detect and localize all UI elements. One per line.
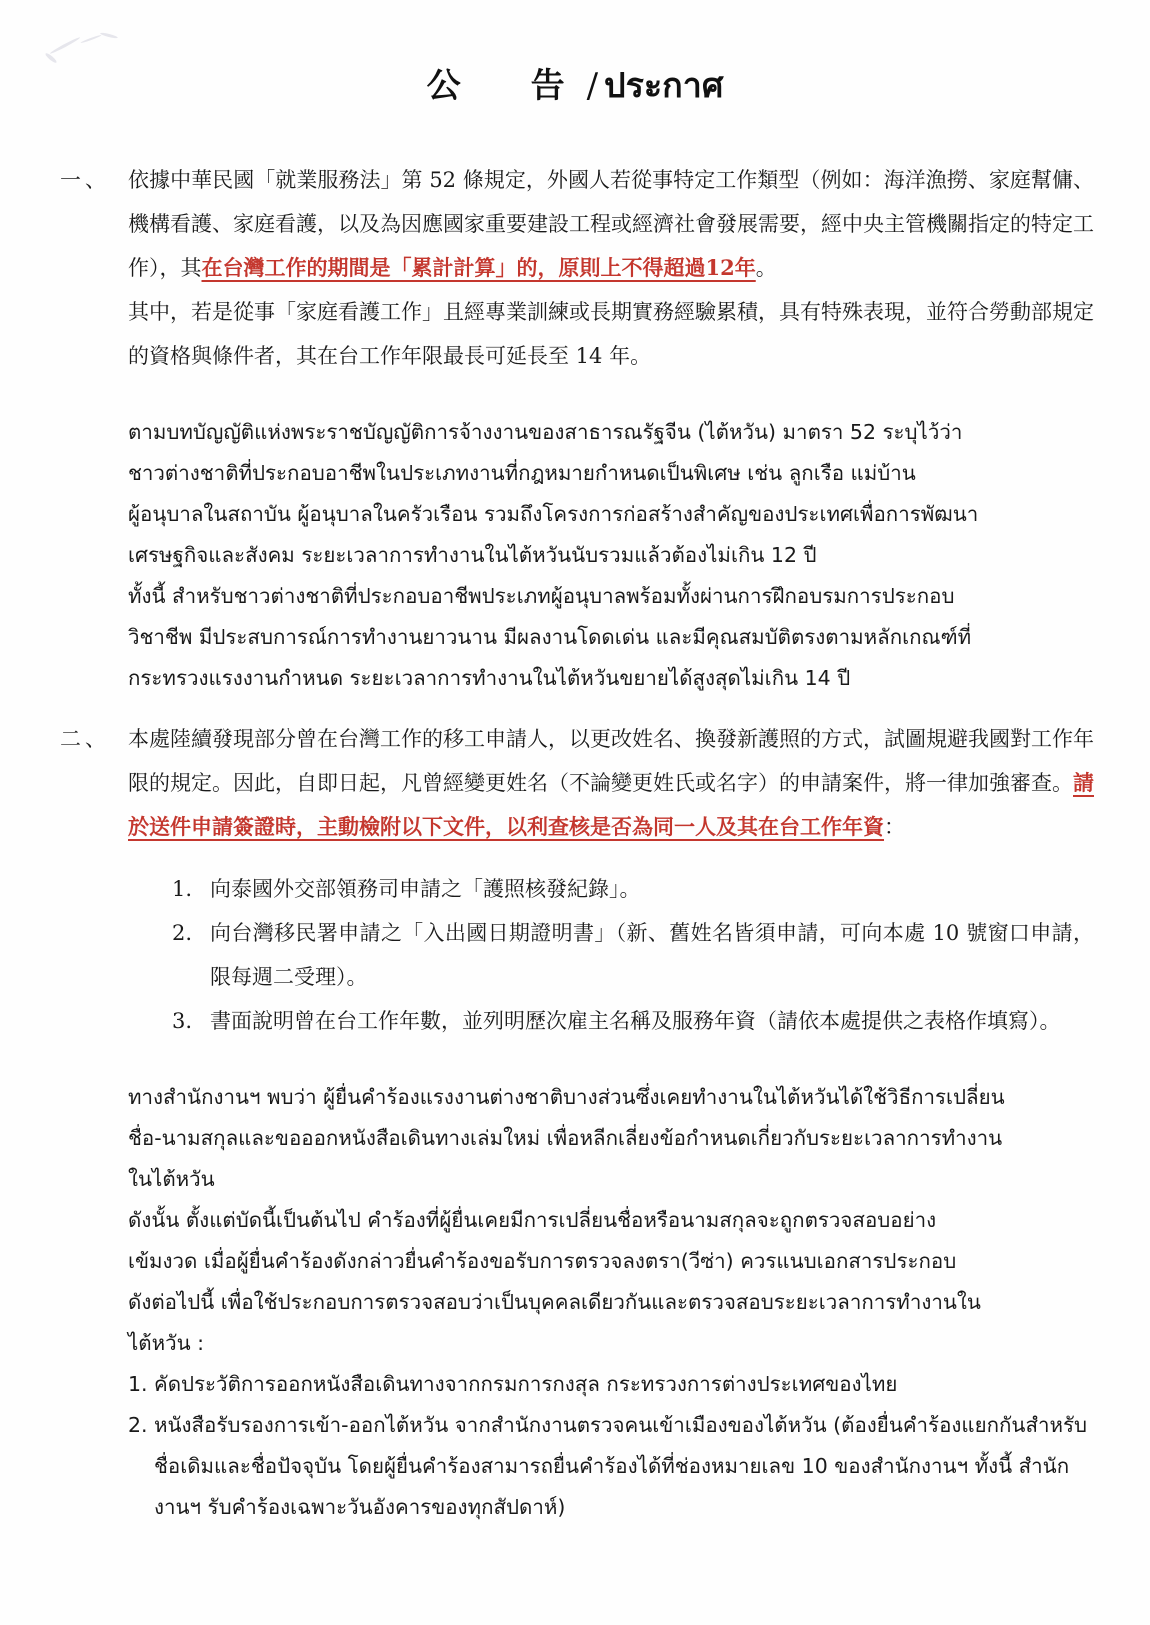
section-two-thai-document-list xyxy=(128,1364,1094,1528)
thai-line: วิชาชีพ มีประสบการณ์การทำงานยาวนาน มีผลงานโดดเด่น และมีคุณสมบัติตรงตามหลักเกณฑ์ที่ xyxy=(128,625,972,649)
section-one-paragraph-2: 其中，若是從事「家庭看護工作」且經專業訓練或長期實務經驗累積，具有特殊表現，並符合勞動部規定的資格與條件者，其在台工作年限最長可延長至 14 年。 xyxy=(128,300,1094,368)
list-item-text: 向台灣移民署申請之「入出國日期證明書」（新、舊姓名皆須申請，可向本處 10 號窗口申請，限每週二受理）。 xyxy=(210,921,1094,989)
section-two-paragraph-tail: ： xyxy=(884,815,905,839)
thai-line: ทั้งนี้ สำหรับชาวต่างชาติที่ประกอบอาชีพประเภทผู้อนุบาลพร้อมทั้งผ่านการฝึกอบรมการประกอบ xyxy=(128,584,955,608)
list-item-text: 向泰國外交部領務司申請之「護照核發紀錄」。 xyxy=(210,877,641,901)
list-item xyxy=(172,911,1094,999)
section-one-highlight-red: 在台灣工作的期間是「累計計算」的，原則上不得超過12年 xyxy=(201,255,756,280)
list-item xyxy=(128,1405,1094,1528)
thai-line: กระทรวงแรงงานกำหนด ระยะเวลาการทำงานในไต้หวันขยายได้สูงสุดไม่เกิน 14 ปี xyxy=(128,666,851,690)
document-title-chinese: 公 告 xyxy=(426,66,583,106)
thai-line: ชาวต่างชาติที่ประกอบอาชีพในประเภทงานที่กฎหมายกำหนดเป็นพิเศษ เช่น ลูกเรือ แม่บ้าน xyxy=(128,461,916,485)
section-one-marker: 一、 xyxy=(60,168,110,192)
section-two-paragraph-lead: 本處陸續發現部分曾在台灣工作的移工申請人，以更改姓名、換發新護照的方式，試圖規避我國對工作年限的規定。因此，自即日起，凡曾經變更姓名（不論變更姓氏或名字）的申請案件，將一律加強審查。 xyxy=(128,727,1094,795)
thai-line: เข้มงวด เมื่อผู้ยื่นคำร้องดังกล่าวยื่นคำร้องขอรับการตรวจลงตรา(วีซ่า) ควรแนบเอกสารประกอบ xyxy=(128,1249,957,1273)
section-two-paragraph xyxy=(128,717,1094,849)
section-one-paragraph-1-tail: 。 xyxy=(755,256,777,280)
list-item-number: 2. xyxy=(172,921,193,945)
thai-line: ในไต้หวัน xyxy=(128,1167,215,1191)
list-item xyxy=(172,999,1094,1043)
spacer xyxy=(60,1043,1094,1077)
list-item-number: 2. xyxy=(128,1413,148,1437)
list-item xyxy=(128,1364,1094,1405)
document-title xyxy=(0,0,1150,112)
list-item-number: 3. xyxy=(172,1009,193,1033)
document-title-thai: ประกาศ xyxy=(604,66,724,106)
section-two-thai-block xyxy=(128,1077,1088,1364)
list-item-number: 1. xyxy=(128,1372,148,1396)
section-two-document-list xyxy=(172,867,1094,1043)
section-one-paragraph-1-lead: 依據中華民國「就業服務法」第 52 條規定，外國人若從事特定工作類型（例如：海洋漁撈、家庭幫傭、機構看護、家庭看護，以及為因應國家重要建設工程或經濟社會發展需要，經中央主管機關指定的特定工作），其 xyxy=(128,168,1094,280)
thai-line: ทางสำนักงานฯ พบว่า ผู้ยื่นคำร้องแรงงานต่างชาติบางส่วนซึ่งเคยทำงานในไต้หวันได้ใช้วิธีการเปลี่ยน xyxy=(128,1085,1005,1109)
section-one xyxy=(60,158,1094,290)
list-item-text: 書面說明曾在台工作年數，並列明歷次雇主名稱及服務年資（請依本處提供之表格作填寫）。 xyxy=(210,1009,1061,1033)
list-item-number: 1. xyxy=(172,877,193,901)
thai-line: ดังนั้น ตั้งแต่บัดนี้เป็นต้นไป คำร้องที่ผู้ยื่นเคยมีการเปลี่ยนชื่อหรือนามสกุลจะถูกตรวจสอบอย่าง xyxy=(128,1208,937,1232)
section-one-paragraph-1 xyxy=(128,158,1094,290)
section-two xyxy=(60,717,1094,849)
section-two-marker: 二、 xyxy=(60,727,110,751)
document-title-separator: / xyxy=(586,66,601,106)
section-one-thai-block xyxy=(128,412,1088,699)
list-item xyxy=(172,867,1094,911)
list-item-text: คัดประวัติการออกหนังสือเดินทางจากกรมการกงสุล กระทรวงการต่างประเทศของไทย xyxy=(154,1372,898,1396)
thai-line: ผู้อนุบาลในสถาบัน ผู้อนุบาลในครัวเรือน รวมถึงโครงการก่อสร้างสำคัญของประเทศเพื่อการพัฒนา xyxy=(128,502,979,526)
spacer xyxy=(60,849,1094,867)
thai-line: ชื่อ-นามสกุลและขอออกหนังสือเดินทางเล่มใหม่ เพื่อหลีกเลี่ยงข้อกำหนดเกี่ยวกับระยะเวลาการทำงาน xyxy=(128,1126,1003,1150)
document-body xyxy=(0,112,1150,1528)
thai-line: ไต้หวัน : xyxy=(128,1331,205,1355)
thai-line: ดังต่อไปนี้ เพื่อใช้ประกอบการตรวจสอบว่าเป็นบุคคลเดียวกันและตรวจสอบระยะเวลาการทำงานใน xyxy=(128,1290,981,1314)
spacer xyxy=(60,378,1094,412)
list-item-text: หนังสือรับรองการเข้า-ออกไต้หวัน จากสำนักงานตรวจคนเข้าเมืองของไต้หวัน (ต้องยื่นคำร้องแยกกันสำหรับชื่อเดิมและชื่อปัจจุบัน โดยผู้ยื่นคำร้องสามารถยื่นคำร้องได้ที่ช่องหมายเลข 10 ของสำนักงานฯ ทั้งนี้ สำนักงานฯ รับคำร้องเฉพาะวันอังคารของทุกสัปดาห์) xyxy=(154,1413,1088,1519)
section-two-highlight-red: 請於送件申請簽證時，主動檢附以下文件，以利查核是否為同一人及其在台工作年資 xyxy=(128,770,1094,839)
thai-line: เศรษฐกิจและสังคม ระยะเวลาการทำงานในไต้หวันนับรวมแล้วต้องไม่เกิน 12 ปี xyxy=(128,543,817,567)
thai-line: ตามบทบัญญัติแห่งพระราชบัญญัติการจ้างงานของสาธารณรัฐจีน (ไต้หวัน) มาตรา 52 ระบุไว้ว่า xyxy=(128,420,963,444)
spacer xyxy=(60,699,1094,717)
